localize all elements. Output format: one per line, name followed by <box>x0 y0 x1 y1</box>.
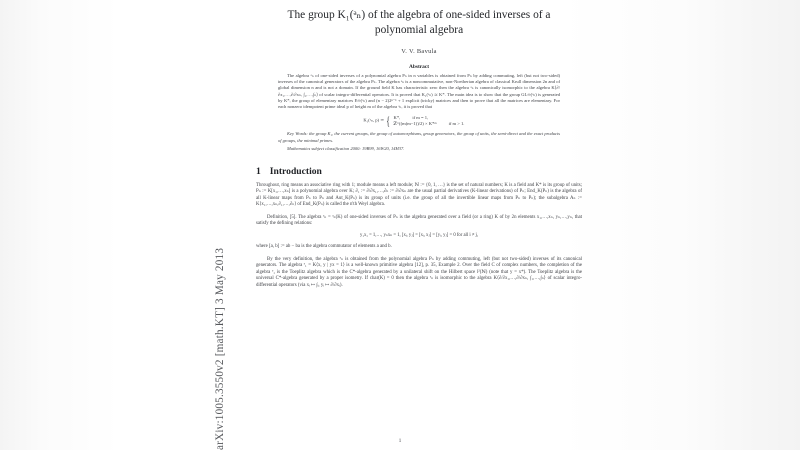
section-heading-introduction <box>256 166 582 177</box>
paragraph-definition: Definition, [5]. The algebra ᵊₙ = ᵊₙ(K) of one-sided inverses of Pₙ is the algebra generated over a field (or a ring) K of by 2n elements x₁,…,xₙ, yₙ,…,yₙ, that satisfy the defining relations: <box>256 214 582 227</box>
author-name: V. V. Bavula <box>401 48 437 55</box>
title-line-1: The group K₁(ᵊₙ) of the algebra of one-sided inverses of a <box>287 9 551 21</box>
section-title: Introduction <box>269 165 322 177</box>
msc-classification: Mathematics subject classification 2000: 19B99, 16W20, 14H37. <box>287 145 405 151</box>
page-title <box>262 8 576 38</box>
abstract-section <box>278 64 560 152</box>
case-condition: if m = 1, <box>412 115 429 121</box>
left-brace-icon: { <box>386 113 391 129</box>
key-words: Key Words: the group K₁, the current groups, the group of automorphisms, group generators, the group of units, the semi-direct and the exact products of groups, the minimal primes. <box>278 131 560 143</box>
paragraph-by-definition: By the very definition, the algebra ᵊₙ is obtained from the polynomial algebra Pₙ by adding commuting, left (but not two-sided) inverses of its canonical generators. The algebra ᵊ₁ = K⟨x, y | yx = 1⟩ is a well-known primitive algebra [12], p. 35, Example 2. Over the field C of complex numbers, the completion of the algebra ᵊ₁ is the Toeplitz algebra which is the C*-algebra generated by a unilateral shift on the Hilbert space l²(ℕ) (note that y = x*). The Toeplitz algebra is the universal C*-algebra generated by a proper isometry. If char(K) = 0 then the algebra ᵊₙ is isomorphic to the algebra K⟨∂/∂x₁,…,∂/∂xₙ, ∫₁,…,∫ₙ⟩ of scalar integro-differential operators (via xᵢ ↦ ∫ᵢ, yᵢ ↦ ∂/∂xᵢ). <box>256 256 582 288</box>
display-equation-relations: y₁x₁ = 1,…, yₙxₙ = 1, [xᵢ, yⱼ] = [xᵢ, xⱼ] = [yᵢ, yⱼ] = 0 for all i ≠ j, <box>359 232 479 238</box>
paragraph-commutator: where [a, b] := ab − ba is the algebra commutator of elements a and b. <box>256 243 392 249</box>
title-line-2: polynomial algebra <box>374 24 464 36</box>
display-equation-k1 <box>278 113 560 129</box>
equation-lhs: K₁(ᵊₙ, р) ≃ <box>363 117 385 123</box>
abstract-heading: Abstract <box>408 64 430 70</box>
case-value: K*, <box>393 115 401 121</box>
case-row <box>394 121 475 127</box>
abstract-body: The algebra ᵊₙ of one-sided inverses of a polynomial algebra Pₙ in n variables is obtained from Pₙ by adding commuting, left (but not two-sided) inverses of the canonical generators of the algebra Pₙ. The algebra ᵊₙ is a noncommutative, non-Noetherian algebra of classical Krull dimension 2n and of global dimension n and is not a domain. If the ground field K has characteristic zero then the algebra ᵊₙ is canonically isomorphic to the algebra K⟨∂/∂x₁,…,∂/∂xₙ, ∫₁,…,∫ₙ⟩ of scalar integro-differential operators. It is proved that K₁(ᵊₙ) ≃ K*. The main idea is to show that the group GL∞(ᵊₙ) is generated by K*, the group of elementary matrices E∞(ᵊₙ) and (n − 2)2ⁿ⁻¹ + 1 explicit (tricky) matrices and then to prove that all the matrices are elementary. For each nonzero idempotent prime ideal р of height m of the algebra ᵊₙ, it is proved that <box>278 73 560 110</box>
page-number: 1 <box>398 439 402 444</box>
equation-cases <box>385 113 474 129</box>
case-value: ℤ^((m(m−1))/2) × K*ᵐ <box>393 120 437 126</box>
paper-text-column <box>256 0 582 450</box>
arxiv-identifier-stamp: arXiv:1005.3550v2 [math.KT] 3 May 2013 <box>214 247 226 450</box>
paragraph-throughout: Throughout, ring means an associative ring with 1; module means a left module; ℕ := {0, 1, …} is the set of natural numbers; K is a field and K* is its group of units; Pₙ := K[x₁,…,xₙ] is a polynomial algebra over K; ∂₁ := ∂/∂x₁,…,∂ₙ := ∂/∂xₙ are the usual partial derivatives (K-linear derivations) of Pₙ; End_K(Pₙ) is the algebra of all K-linear maps from Pₙ to Pₙ and Aut_K(Pₙ) is its group of units (i.e. the group of all the invertible linear maps from Pₙ to Pₙ); the subalgebra Aₙ := K⟨x₁,…,xₙ,∂₁,…,∂ₙ⟩ of End_K(Pₙ) is called the n'th Weyl algebra. <box>256 182 582 208</box>
case-condition: if m > 1. <box>448 120 465 126</box>
section-number: 1 <box>256 165 261 177</box>
